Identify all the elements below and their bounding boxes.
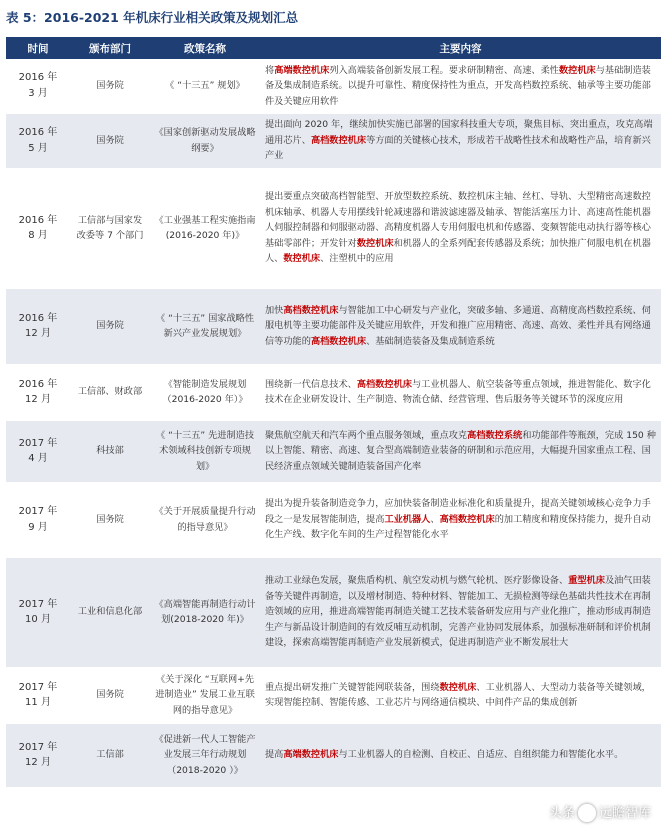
content-text: 聚焦航空航天和汽车两个重点服务领域，重点攻克 bbox=[265, 429, 468, 441]
cell-dept bbox=[70, 482, 150, 557]
table-row bbox=[6, 113, 661, 168]
table-row bbox=[6, 557, 661, 667]
highlight-keyword: 高档数控系统 bbox=[467, 429, 523, 441]
cell-name-text: 《工业强基工程实施指南(2016-2020 年)》 bbox=[154, 214, 256, 241]
content-text: 与智能加工中心研发与产业化，突破多轴、多通道、高精度高档数控系统、伺服电机等主要功能部件及关键应用软件，开发和推广应用精密、高速、高效、柔性并具有网络通信等功能的 bbox=[265, 304, 651, 347]
cell-dept bbox=[70, 59, 150, 113]
cell-dept-text: 国务院 bbox=[96, 689, 124, 701]
content-text: 推动工业绿色发展，聚焦盾构机、航空发动机与燃气轮机、医疗影像设备、 bbox=[265, 575, 569, 587]
cell-content bbox=[260, 557, 661, 667]
highlight-keyword: 高档数控机床 bbox=[356, 378, 412, 390]
cell-dept-text: 国务院 bbox=[96, 134, 124, 146]
content-text: 提出要重点突破高档智能型、开放型数控系统、数控机床主轴、丝杠、导轨、大型精密高速数控机床轴承、机器人专用摆线针轮减速器和谐波滤速器及轴承、智能活塞压力计、高速高性能机器人伺服控制器和伺服驱动器、高精度机器人专用伺服电机和传感器、变频智能电动执行器等核心基础零部件；开发针对 bbox=[265, 191, 651, 249]
cell-content bbox=[260, 667, 661, 723]
cell-time bbox=[6, 113, 70, 168]
cell-content bbox=[260, 288, 661, 364]
highlight-keyword: 高档数控机床 bbox=[310, 335, 367, 347]
cell-time-text: 2017 年 10 月 bbox=[18, 598, 58, 625]
cell-name-text: 《促进新一代人工智能产业发展三年行动规划（2018-2020 ）》 bbox=[154, 733, 256, 776]
cell-name bbox=[150, 723, 260, 787]
content-text: 提出面向 2020 年，继续加快实施已部署的国家科技重大专项，聚焦目标、突出重点，攻克高端通用芯片、 bbox=[265, 119, 653, 146]
header-content: 主要内容 bbox=[260, 37, 661, 59]
cell-name-text: 《 “十三五” 国家战略性新兴产业发展规划》 bbox=[155, 312, 255, 339]
table-row bbox=[6, 482, 661, 557]
content-text: 围绕新一代信息技术、 bbox=[265, 378, 357, 390]
cell-dept bbox=[70, 667, 150, 723]
content-text: 等方面的关键核心技术，形成若干战略性技术和战略性产品，培育新兴产业 bbox=[265, 134, 651, 162]
content-text: 将 bbox=[265, 64, 275, 76]
cell-time-text: 2017 年 11 月 bbox=[18, 681, 58, 708]
content-text: 列入高端装备创新发展工程。要求研制精密、高速、柔性 bbox=[329, 64, 559, 76]
cell-dept bbox=[70, 113, 150, 168]
content-text: 加快 bbox=[265, 304, 284, 316]
cell-dept bbox=[70, 420, 150, 482]
table-body bbox=[6, 59, 661, 787]
cell-name bbox=[150, 168, 260, 288]
content-text: 提出为提升装备制造竞争力，应加快装备制造业标准化和质量提升，提高关键领域核心竞争力手段之一是发展智能制造，提高 bbox=[265, 498, 651, 525]
watermark bbox=[549, 802, 651, 823]
table-row bbox=[6, 420, 661, 482]
cell-content bbox=[260, 420, 661, 482]
cell-time bbox=[6, 168, 70, 288]
highlight-keyword: 数控机床 bbox=[283, 253, 321, 265]
cell-name-text: 《智能制造发展规划（2016-2020 年）》 bbox=[162, 378, 248, 405]
cell-content bbox=[260, 168, 661, 288]
cell-content bbox=[260, 59, 661, 113]
table-row bbox=[6, 667, 661, 723]
content-text: 的加工精度和精度保持能力，提升自动化生产线、数字化车间的生产过程智能化水平 bbox=[265, 513, 651, 541]
highlight-keyword: 工业机器人 bbox=[384, 513, 431, 525]
content-text: 提高 bbox=[265, 749, 284, 761]
cell-time bbox=[6, 420, 70, 482]
content-text: 、注塑机中的应用 bbox=[320, 253, 394, 265]
cell-name-text: 《国家创新驱动发展战略纲要》 bbox=[154, 127, 256, 154]
highlight-keyword: 高端数控机床 bbox=[283, 749, 339, 761]
cell-time-text: 2016 年 5 月 bbox=[18, 127, 58, 154]
highlight-keyword: 重型机床 bbox=[568, 575, 605, 587]
cell-name bbox=[150, 482, 260, 557]
highlight-keyword: 数控机床 bbox=[356, 237, 394, 249]
cell-time bbox=[6, 59, 70, 113]
watermark-logo-icon bbox=[578, 804, 596, 822]
cell-time-text: 2017 年 12 月 bbox=[18, 741, 58, 768]
header-time: 时间 bbox=[6, 37, 70, 59]
table-row bbox=[6, 288, 661, 364]
content-text: 和功能部件等瓶颈，完成 150 种以上智能、精密、高速、复合型高端制造业装备的研制和示范应用，大幅提升国家重点工程、国民经济重点领域关键制造装备国产化率 bbox=[265, 429, 656, 472]
cell-content bbox=[260, 364, 661, 420]
cell-time-text: 2016 年 12 月 bbox=[18, 378, 58, 405]
cell-time bbox=[6, 482, 70, 557]
cell-name-text: 《关于深化 “互联网+先进制造业” 发展工业互联网的指导意见》 bbox=[155, 673, 255, 716]
highlight-keyword: 数控机床 bbox=[559, 64, 596, 76]
cell-name-text: 《 “十三五” 规划》 bbox=[165, 80, 245, 91]
watermark-suffix: 远瞻智库 bbox=[598, 805, 651, 821]
cell-dept bbox=[70, 288, 150, 364]
cell-dept-text: 国务院 bbox=[96, 513, 124, 525]
cell-dept bbox=[70, 723, 150, 787]
highlight-keyword: 高档数控机床 bbox=[310, 134, 367, 146]
cell-time-text: 2016 年 8 月 bbox=[18, 214, 58, 241]
policy-table bbox=[6, 37, 661, 788]
cell-content bbox=[260, 113, 661, 168]
highlight-keyword: 高端数控机床 bbox=[274, 64, 330, 76]
cell-time bbox=[6, 667, 70, 723]
content-text: 和机器人的全系列配套传感器及系统；加快推广伺服电机在机器人、 bbox=[265, 237, 651, 265]
highlight-keyword: 高档数控机床 bbox=[283, 304, 339, 316]
cell-time-text: 2017 年 4 月 bbox=[18, 437, 58, 464]
cell-content bbox=[260, 482, 661, 557]
cell-dept-text: 国务院 bbox=[96, 80, 124, 91]
cell-name bbox=[150, 288, 260, 364]
cell-time bbox=[6, 364, 70, 420]
table-header-row bbox=[6, 37, 661, 59]
cell-name bbox=[150, 113, 260, 168]
content-text: 与基础制造装备及集成制造系统。以提升可靠性、精度保持性为重点，开发高档数控系统、轴承等主要功能部件及关键应用软件 bbox=[265, 64, 651, 107]
watermark-prefix: 头条 bbox=[548, 805, 575, 821]
table-row bbox=[6, 364, 661, 420]
highlight-keyword: 高档数控机床 bbox=[439, 513, 495, 525]
content-text: 与工业机器人、航空装备等重点领域，推进智能化、数字化技术在企业研发设计、生产制造、物流仓储、经营管理、售后服务等关键环节的深度应用 bbox=[265, 378, 651, 405]
cell-time bbox=[6, 557, 70, 667]
highlight-keyword: 数控机床 bbox=[439, 681, 477, 693]
cell-name bbox=[150, 667, 260, 723]
table-row bbox=[6, 168, 661, 288]
cell-dept-text: 工信部 bbox=[96, 749, 124, 761]
cell-dept bbox=[70, 168, 150, 288]
cell-name bbox=[150, 557, 260, 667]
cell-name-text: 《关于开展质量提升行动的指导意见》 bbox=[154, 506, 256, 533]
cell-name bbox=[150, 59, 260, 113]
content-text: 、基础制造装备及集成制造系统 bbox=[366, 335, 495, 347]
cell-name bbox=[150, 364, 260, 420]
cell-name bbox=[150, 420, 260, 482]
cell-time-text: 2016 年 12 月 bbox=[18, 312, 58, 339]
content-text: 与工业机器人的自检测、自校正、自适应、自组织能力和智能化水平。 bbox=[338, 749, 624, 761]
cell-dept bbox=[70, 364, 150, 420]
content-text: 重点提出研发推广关键智能网联装备，围绕 bbox=[265, 681, 440, 693]
content-text: 及油气田装备等关键件再制造，以及增材制造、特种材料、智能加工、无损检测等绿色基础共性技术在再制造领域的应用，推进高端智能再制造关键工艺技术装备研发应用与产业化推广，推动形成再制造生产与新品设计制造间的有效反哺互动机制，完善产业协同发展体系，加强标准研制和评价机制建设，探索高端智能再制造产业发展新模式，促进再制造产业不断发展壮大 bbox=[265, 575, 651, 649]
cell-time bbox=[6, 288, 70, 364]
cell-time-text: 2017 年 9 月 bbox=[18, 506, 58, 533]
content-text: 、 bbox=[430, 513, 440, 525]
table-row bbox=[6, 723, 661, 787]
cell-name-text: 《 “十三五” 先进制造技术领域科技创新专项规划》 bbox=[155, 429, 255, 472]
cell-time bbox=[6, 723, 70, 787]
content-text: 、工业机器人、大型动力装备等关键领域，实现智能控制、智能传感、工业芯片与网络通信模块、中间件产品的集成创新 bbox=[265, 681, 651, 708]
cell-dept-text: 工业和信息化部 bbox=[77, 606, 143, 618]
cell-dept-text: 国务院 bbox=[96, 320, 124, 332]
cell-dept-text: 工信部、财政部 bbox=[77, 386, 143, 398]
cell-name-text: 《高端智能再制造行动计划(2018-2020 年)》 bbox=[154, 598, 256, 625]
cell-content bbox=[260, 723, 661, 787]
cell-dept bbox=[70, 557, 150, 667]
table-row bbox=[6, 59, 661, 113]
header-dept: 颁布部门 bbox=[70, 37, 150, 59]
header-name: 政策名称 bbox=[150, 37, 260, 59]
cell-time-text: 2016 年 3 月 bbox=[18, 72, 58, 99]
table-title: 表 5：2016-2021 年机床行业相关政策及规划汇总 bbox=[6, 10, 299, 25]
cell-dept-text: 工信部与国家发改委等 7 个部门 bbox=[76, 214, 144, 241]
cell-dept-text: 科技部 bbox=[96, 445, 124, 457]
